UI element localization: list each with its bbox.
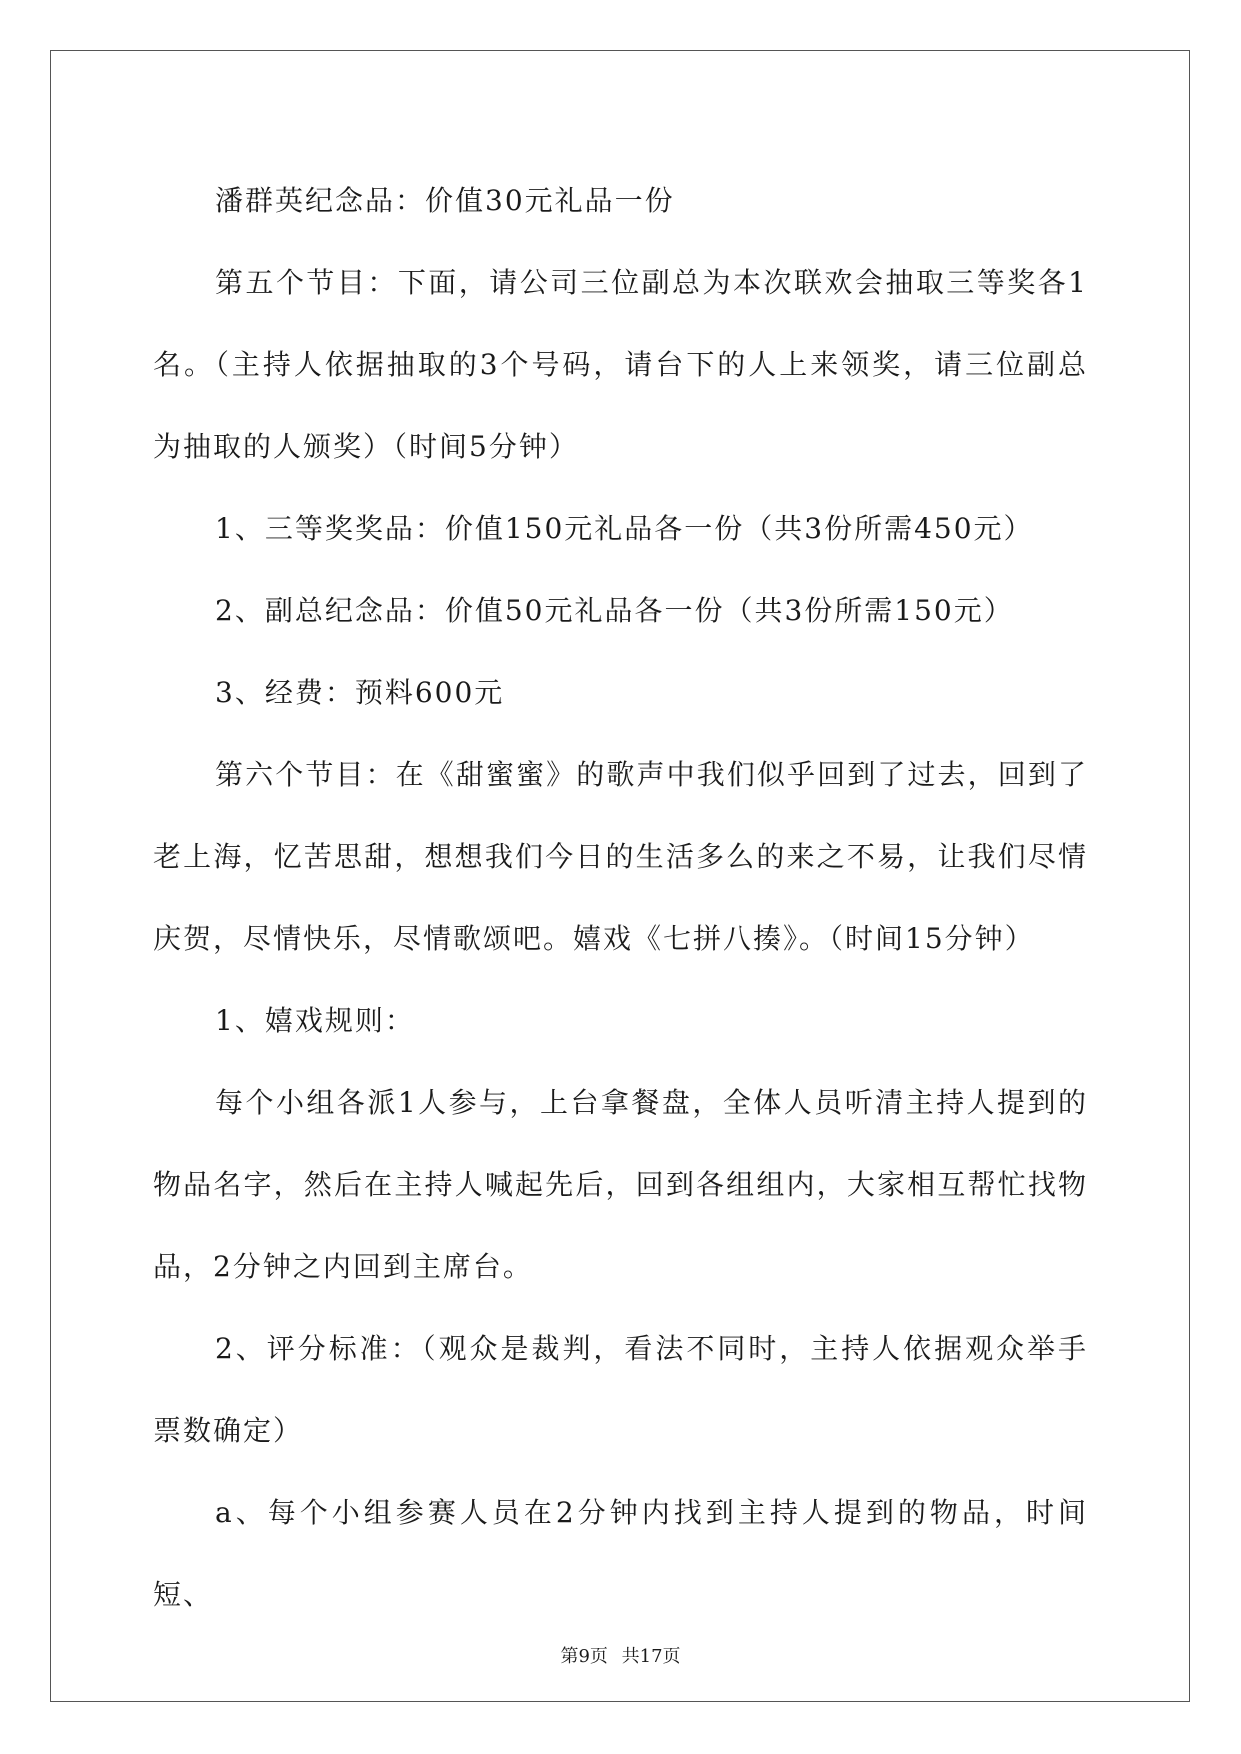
paragraph-3: 1、三等奖奖品：价值150元礼品各一份（共3份所需450元） — [215, 512, 1034, 545]
page-number: 第9页 — [560, 1646, 608, 1667]
paragraph-7: 1、嬉戏规则： — [215, 1004, 415, 1037]
paragraph-9: 2、评分标准：（观众是裁判，看法不同时，主持人依据观众举手票数确定） — [153, 1332, 1088, 1447]
paragraph-6: 第六个节目：在《甜蜜蜜》的歌声中我们似乎回到了过去，回到了老上海，忆苦思甜，想想我们今日的生活多么的来之不易，让我们尽情庆贺，尽情快乐，尽情歌颂吧。嬉戏《七拼八揍》。（时间15分钟） — [153, 758, 1088, 955]
paragraph-8: 每个小组各派1人参与，上台拿餐盘，全体人员听清主持人提到的物品名字，然后在主持人喊起先后，回到各组组内，大家相互帮忙找物品，2分钟之内回到主席台。 — [153, 1086, 1088, 1283]
total-pages: 共17页 — [621, 1646, 681, 1667]
document-body — [153, 160, 1088, 1636]
paragraph-10: a、每个小组参赛人员在2分钟内找到主持人提到的物品，时间短、 — [153, 1496, 1088, 1611]
page-footer — [0, 1642, 1241, 1668]
paragraph-2: 第五个节目：下面，请公司三位副总为本次联欢会抽取三等奖各1名。（主持人依据抽取的3个号码，请台下的人上来领奖，请三位副总为抽取的人颁奖）（时间5分钟） — [153, 266, 1088, 463]
paragraph-4: 2、副总纪念品：价值50元礼品各一份（共3份所需150元） — [215, 594, 1014, 627]
paragraph-5: 3、经费：预料600元 — [215, 676, 505, 709]
paragraph-1: 潘群英纪念品：价值30元礼品一份 — [215, 184, 675, 217]
